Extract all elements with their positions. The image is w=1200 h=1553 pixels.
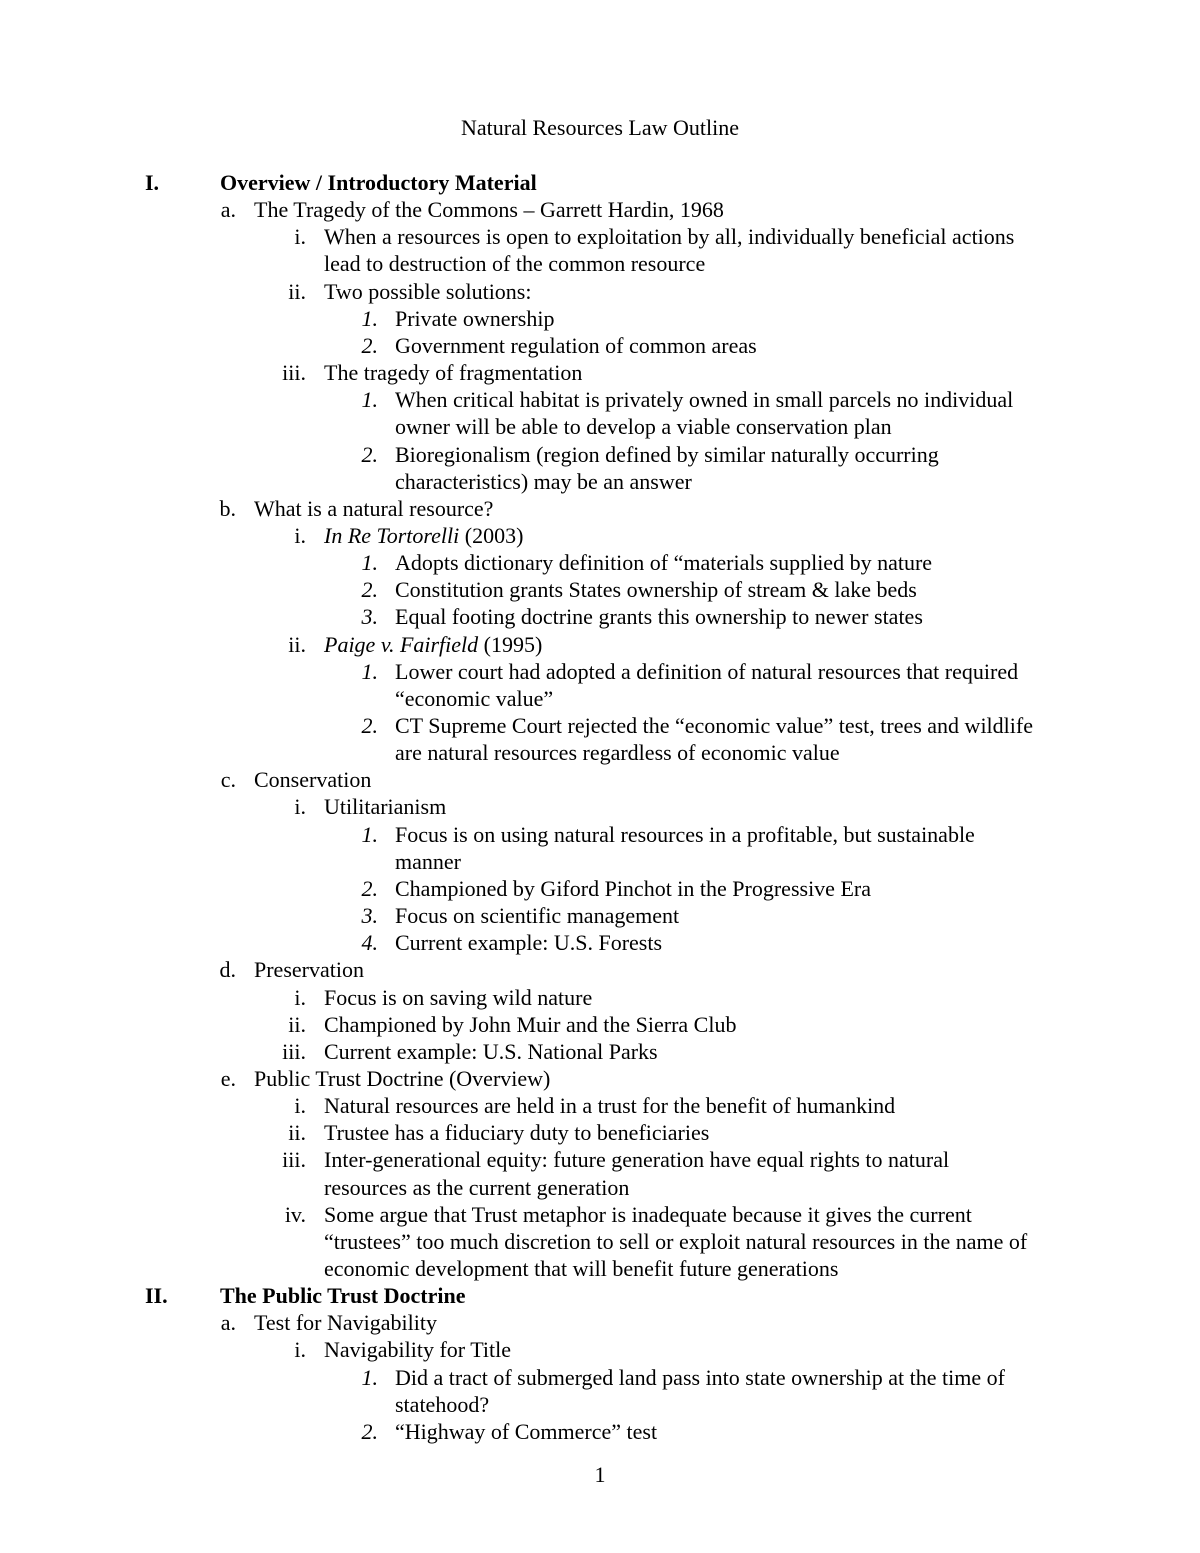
outline-marker: 1. bbox=[361, 306, 378, 331]
outline-line bbox=[0, 1364, 1200, 1391]
outline-line bbox=[0, 386, 1200, 413]
outline-text: Championed by John Muir and the Sierra Club bbox=[324, 1012, 737, 1037]
outline-text: Inter-generational equity: future generation have equal rights to natural bbox=[324, 1147, 950, 1172]
outline-text: Focus is on saving wild nature bbox=[324, 985, 593, 1010]
outline-marker: i. bbox=[294, 794, 306, 819]
outline-line bbox=[0, 1119, 1200, 1146]
outline-line bbox=[0, 848, 1200, 875]
outline-line bbox=[0, 1065, 1200, 1092]
outline-line bbox=[0, 658, 1200, 685]
outline-text: resources as the current generation bbox=[324, 1175, 630, 1200]
outline-marker: i. bbox=[294, 523, 306, 548]
outline-line bbox=[0, 223, 1200, 250]
outline-text: Overview / Introductory Material bbox=[220, 170, 537, 195]
outline-text: When a resources is open to exploitation by all, individually beneficial actions bbox=[324, 224, 1015, 249]
outline-line bbox=[0, 603, 1200, 630]
outline-marker: 2. bbox=[361, 333, 378, 358]
outline-line bbox=[0, 766, 1200, 793]
outline-text: Private ownership bbox=[395, 306, 555, 331]
outline-line bbox=[0, 413, 1200, 440]
outline-text: Public Trust Doctrine (Overview) bbox=[254, 1066, 551, 1091]
outline-marker: e. bbox=[220, 1066, 236, 1091]
outline-text: The Public Trust Doctrine bbox=[220, 1283, 466, 1308]
outline-line bbox=[0, 793, 1200, 820]
outline-text: Lower court had adopted a definition of natural resources that required bbox=[395, 659, 1019, 684]
outline-line bbox=[0, 685, 1200, 712]
outline-marker: i. bbox=[294, 985, 306, 1010]
outline-line bbox=[0, 1336, 1200, 1363]
outline-line bbox=[0, 929, 1200, 956]
outline-text: Test for Navigability bbox=[254, 1310, 437, 1335]
outline-text: Bioregionalism (region defined by similar naturally occurring bbox=[395, 442, 939, 467]
outline-marker: 1. bbox=[361, 387, 378, 412]
outline-marker: iii. bbox=[282, 360, 306, 385]
outline-text: characteristics) may be an answer bbox=[395, 469, 692, 494]
outline-text: Two possible solutions: bbox=[324, 279, 532, 304]
outline-text: Focus on scientific management bbox=[395, 903, 680, 928]
outline-marker: d. bbox=[219, 957, 236, 982]
outline-marker: 3. bbox=[361, 604, 378, 629]
outline-line bbox=[0, 984, 1200, 1011]
outline-line bbox=[0, 441, 1200, 468]
outline-text: Focus is on using natural resources in a profitable, but sustainable bbox=[395, 822, 975, 847]
outline-marker: ii. bbox=[288, 279, 306, 304]
outline-line bbox=[0, 250, 1200, 277]
outline-marker: 2. bbox=[361, 713, 378, 738]
outline-marker: iii. bbox=[282, 1039, 306, 1064]
outline-text: “trustees” too much discretion to sell or exploit natural resources in the name of bbox=[324, 1229, 1028, 1254]
case-name: Paige v. Fairfield bbox=[324, 632, 479, 657]
outline-marker: 2. bbox=[361, 577, 378, 602]
outline-text: Equal footing doctrine grants this ownership to newer states bbox=[395, 604, 923, 629]
outline-line bbox=[0, 1038, 1200, 1065]
outline-line bbox=[0, 305, 1200, 332]
outline-marker: II. bbox=[145, 1283, 168, 1308]
outline-text: Did a tract of submerged land pass into state ownership at the time of bbox=[395, 1365, 1005, 1390]
outline-marker: c. bbox=[220, 767, 236, 792]
outline-text: statehood? bbox=[395, 1392, 490, 1417]
outline-text: Current example: U.S. Forests bbox=[395, 930, 663, 955]
outline-line bbox=[0, 631, 1200, 658]
outline-line bbox=[0, 1282, 1200, 1309]
outline-line bbox=[0, 1391, 1200, 1418]
outline-marker: i. bbox=[294, 224, 306, 249]
outline-text: Some argue that Trust metaphor is inadequate because it gives the current bbox=[324, 1202, 972, 1227]
outline-line bbox=[0, 739, 1200, 766]
outline-text: Conservation bbox=[254, 767, 372, 792]
outline-marker: 1. bbox=[361, 659, 378, 684]
outline-text: “Highway of Commerce” test bbox=[395, 1419, 658, 1444]
outline-marker: ii. bbox=[288, 632, 306, 657]
outline-text: economic development that will benefit future generations bbox=[324, 1256, 839, 1281]
page-number: 1 bbox=[594, 1462, 606, 1487]
document-title: Natural Resources Law Outline bbox=[461, 115, 739, 140]
outline-line bbox=[0, 1011, 1200, 1038]
outline-text: CT Supreme Court rejected the “economic value” test, trees and wildlife bbox=[395, 713, 1033, 738]
outline-line bbox=[0, 169, 1200, 196]
outline-text: Natural resources are held in a trust for the benefit of humankind bbox=[324, 1093, 896, 1118]
outline-line bbox=[0, 902, 1200, 929]
outline-line bbox=[0, 1418, 1200, 1445]
outline-text: Constitution grants States ownership of stream & lake beds bbox=[395, 577, 917, 602]
outline-marker: b. bbox=[219, 496, 236, 521]
outline-marker: i. bbox=[294, 1093, 306, 1118]
outline-text: The Tragedy of the Commons – Garrett Hardin, 1968 bbox=[254, 197, 724, 222]
outline-text: owner will be able to develop a viable conservation plan bbox=[395, 414, 892, 439]
outline-text: Championed by Giford Pinchot in the Progressive Era bbox=[395, 876, 871, 901]
outline-marker: iii. bbox=[282, 1147, 306, 1172]
outline-marker: i. bbox=[294, 1337, 306, 1362]
outline-text bbox=[324, 631, 542, 658]
outline-text: Preservation bbox=[254, 957, 364, 982]
outline-marker: a. bbox=[220, 1310, 236, 1335]
outline-text: Utilitarianism bbox=[324, 794, 447, 819]
outline-marker: 1. bbox=[361, 822, 378, 847]
outline-text: “economic value” bbox=[395, 686, 554, 711]
outline-text: lead to destruction of the common resource bbox=[324, 251, 706, 276]
outline-line bbox=[0, 495, 1200, 522]
outline-line bbox=[0, 196, 1200, 223]
outline-text bbox=[324, 522, 523, 549]
outline-line bbox=[0, 712, 1200, 739]
outline-line bbox=[0, 1201, 1200, 1228]
outline-line bbox=[0, 821, 1200, 848]
outline-text: Navigability for Title bbox=[324, 1337, 511, 1362]
outline-text: The tragedy of fragmentation bbox=[324, 360, 583, 385]
outline-line bbox=[0, 956, 1200, 983]
outline-marker: 2. bbox=[361, 876, 378, 901]
outline-line bbox=[0, 359, 1200, 386]
outline-text: What is a natural resource? bbox=[254, 496, 494, 521]
outline-marker: ii. bbox=[288, 1120, 306, 1145]
outline-marker: ii. bbox=[288, 1012, 306, 1037]
outline-line bbox=[0, 549, 1200, 576]
outline-marker: iv. bbox=[284, 1202, 306, 1227]
outline-marker: 4. bbox=[361, 930, 378, 955]
outline-line bbox=[0, 875, 1200, 902]
outline-line bbox=[0, 1146, 1200, 1173]
outline-text: are natural resources regardless of economic value bbox=[395, 740, 840, 765]
outline-line bbox=[0, 522, 1200, 549]
outline-line bbox=[0, 576, 1200, 603]
outline-marker: 1. bbox=[361, 550, 378, 575]
outline-text: When critical habitat is privately owned in small parcels no individual bbox=[395, 387, 1014, 412]
outline-line bbox=[0, 468, 1200, 495]
outline-marker: 2. bbox=[361, 442, 378, 467]
outline-marker: a. bbox=[220, 197, 236, 222]
outline-line bbox=[0, 1309, 1200, 1336]
outline-text: Current example: U.S. National Parks bbox=[324, 1039, 658, 1064]
outline-text: Trustee has a fiduciary duty to beneficiaries bbox=[324, 1120, 710, 1145]
case-year: (2003) bbox=[459, 523, 524, 548]
outline-text: manner bbox=[395, 849, 461, 874]
outline-marker: I. bbox=[145, 170, 160, 195]
outline-line bbox=[0, 1174, 1200, 1201]
outline-marker: 2. bbox=[361, 1419, 378, 1444]
outline-marker: 3. bbox=[361, 903, 378, 928]
outline-line bbox=[0, 278, 1200, 305]
outline-line bbox=[0, 332, 1200, 359]
case-name: In Re Tortorelli bbox=[324, 523, 460, 548]
outline-line bbox=[0, 1228, 1200, 1255]
outline-marker: 1. bbox=[361, 1365, 378, 1390]
outline-text: Government regulation of common areas bbox=[395, 333, 757, 358]
outline-line bbox=[0, 1255, 1200, 1282]
case-year: (1995) bbox=[478, 632, 543, 657]
outline-line bbox=[0, 1092, 1200, 1119]
outline-text: Adopts dictionary definition of “materials supplied by nature bbox=[395, 550, 933, 575]
